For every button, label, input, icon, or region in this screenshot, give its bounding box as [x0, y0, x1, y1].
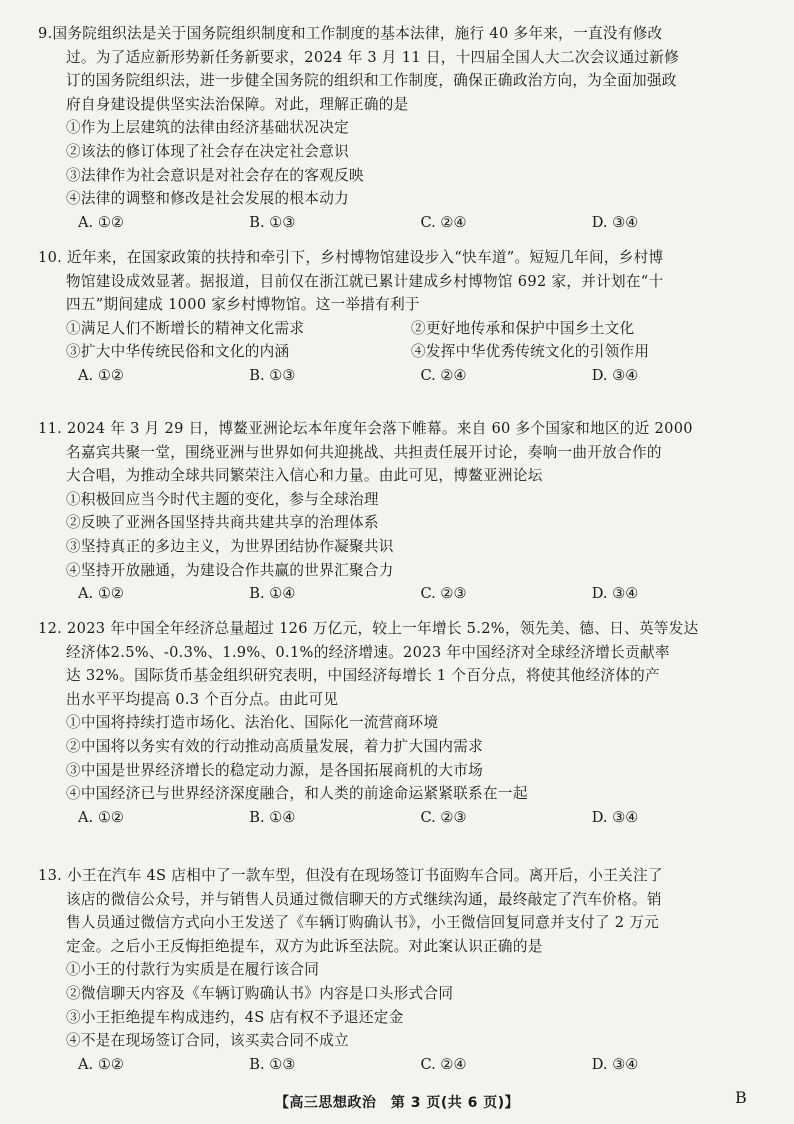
- question-stem-line: 大合唱，为推动全球共同繁荣注入信心和力量。由此可见，博鳌亚洲论坛: [66, 467, 543, 485]
- choice-b: B. ①③: [249, 213, 296, 231]
- question-stem-line: 经济体2.5%、-0.3%、1.9%、0.1%的经济增速。2023 年中国经济对全球经济增长贡献率: [66, 643, 670, 661]
- choice-b: B. ①④: [249, 808, 296, 826]
- question-stem-line: 售人员通过微信方式向小王发送了《车辆订购确认书》，小王微信回复同意并支付了 2 万元: [66, 914, 660, 932]
- question-12: [38, 617, 763, 830]
- statement: ③坚持真正的多边主义，为世界团结协作凝聚共识: [66, 537, 394, 555]
- question-stem-line: 府自身建设提供坚实法治保障。对此，理解正确的是: [66, 95, 409, 113]
- question-stem-line: 过。为了适应新形势新任务新要求，2024 年 3 月 11 日，十四届全国人大二次会议通过新修: [66, 48, 680, 66]
- statement: ②中国将以务实有效的行动推动高质量发展，着力扩大国内需求: [66, 737, 484, 755]
- question-stem-line: 12. 2023 年中国全年经济总量超过 126 万亿元，较上一年增长 5.2%，领先美、德、日、英等发达: [38, 620, 699, 637]
- statement: ④法律的调整和修改是社会发展的根本动力: [66, 190, 349, 208]
- question-10: [38, 246, 763, 388]
- choice-c: C. ②④: [420, 213, 467, 231]
- statement: ④不是在现场签订合同，该买卖合同不成立: [66, 1032, 349, 1050]
- question-stem-line: 订的国务院组织法，进一步健全国务院的组织和工作制度，确保正确政治方向，为全面加强政: [66, 72, 677, 90]
- choice-d: D. ③④: [591, 585, 639, 603]
- choice-c: C. ②④: [420, 366, 467, 384]
- choice-a: A. ①②: [78, 366, 124, 384]
- answer-choices: [38, 364, 763, 388]
- statement: ④中国经济已与世界经济深度融合，和人类的前途命运紧紧联系在一起: [66, 785, 528, 803]
- question-9: [38, 22, 763, 235]
- statement: ①满足人们不断增长的精神文化需求: [66, 319, 305, 337]
- choice-d: D. ③④: [591, 1055, 639, 1073]
- question-stem-line: 出水平平均提高 0.3 个百分点。由此可见: [66, 690, 339, 708]
- choice-a: A. ①②: [78, 1055, 124, 1073]
- answer-choices: [38, 582, 763, 606]
- statement: ②反映了亚洲各国坚持共商共建共享的治理体系: [66, 514, 379, 532]
- question-stem-line: 四五”期间建成 1000 家乡村博物馆。这一举措有利于: [66, 296, 420, 314]
- choice-a: A. ①②: [78, 808, 124, 826]
- statement: ②更好地传承和保护中国乡土文化: [411, 319, 635, 337]
- statement: ③中国是世界经济增长的稳定动力源，是各国拓展商机的大市场: [66, 761, 484, 779]
- answer-choices: [38, 211, 763, 235]
- choice-a: A. ①②: [78, 213, 124, 231]
- statement-row: [38, 340, 763, 364]
- statement: ③小王拒绝提车构成违约，4S 店有权不予退还定金: [66, 1008, 404, 1026]
- choice-c: C. ②③: [420, 808, 467, 826]
- choice-c: C. ②④: [420, 1055, 467, 1073]
- statement: ②微信聊天内容及《车辆订购确认书》内容是口头形式合同: [66, 984, 454, 1002]
- question-stem-line: 13. 小王在汽车 4S 店相中了一款车型，但没有在现场签订书面购车合同。离开后，小王关注了: [38, 867, 663, 884]
- statement: ④发挥中华优秀传统文化的引领作用: [411, 343, 650, 361]
- statement: ①小王的付款行为实质是在履行该合同: [66, 961, 320, 979]
- answer-choices: [38, 1053, 763, 1077]
- statement-row: [38, 317, 763, 341]
- statement: ③法律作为社会意识是对社会存在的客观反映: [66, 166, 364, 184]
- choice-d: D. ③④: [591, 366, 639, 384]
- choice-b: B. ①③: [249, 366, 296, 384]
- question-stem-line: 9.国务院组织法是关于国务院组织制度和工作制度的基本法律，施行 40 多年来，一直没有修改: [38, 25, 663, 42]
- choice-b: B. ①③: [249, 1055, 296, 1073]
- answer-choices: [38, 806, 763, 830]
- version-mark: B: [735, 1088, 747, 1107]
- choice-b: B. ①④: [249, 585, 296, 603]
- choice-a: A. ①②: [78, 585, 124, 603]
- page-footer: 【高三思想政治 第 3 页(共 6 页)】: [274, 1095, 520, 1111]
- question-13: [38, 864, 763, 1077]
- statement: ③扩大中华传统民俗和文化的内涵: [66, 343, 290, 361]
- question-stem-line: 该店的微信公众号，并与销售人员通过微信聊天的方式继续沟通，最终敲定了汽车价格。销: [66, 890, 662, 908]
- question-stem-line: 定金。之后小王反悔拒绝提车，双方为此诉至法院。对此案认识正确的是: [66, 937, 543, 955]
- choice-d: D. ③④: [591, 213, 639, 231]
- question-stem-line: 物馆建设成效显著。据报道，目前仅在浙江就已累计建成乡村博物馆 692 家，并计划在“十: [66, 272, 664, 290]
- statement: ①作为上层建筑的法律由经济基础状况决定: [66, 119, 349, 137]
- statement: ①积极回应当今时代主题的变化，参与全球治理: [66, 490, 379, 508]
- statement: ①中国将持续打造市场化、法治化、国际化一流营商环境: [66, 714, 439, 732]
- question-stem-line: 11. 2024 年 3 月 29 日，博鳌亚洲论坛本年度年会落下帷幕。来自 60 多个国家和地区的近 2000: [38, 420, 693, 437]
- statement: ④坚持开放融通，为建设合作共赢的世界汇聚合力: [66, 561, 394, 579]
- question-stem-line: 名嘉宾共聚一堂，围绕亚洲与世界如何共迎挑战、共担责任展开讨论，奏响一曲开放合作的: [66, 443, 662, 461]
- question-stem-line: 达 32%。国际货币基金组织研究表明，中国经济每增长 1 个百分点，将使其他经济体的产: [66, 667, 660, 685]
- question-stem-line: 10. 近年来，在国家政策的扶持和牵引下，乡村博物馆建设步入“快车道”。短短几年间，乡村博: [38, 249, 664, 266]
- question-11: [38, 417, 763, 606]
- choice-d: D. ③④: [591, 808, 639, 826]
- statement: ②该法的修订体现了社会存在决定社会意识: [66, 142, 349, 160]
- choice-c: C. ②③: [420, 585, 467, 603]
